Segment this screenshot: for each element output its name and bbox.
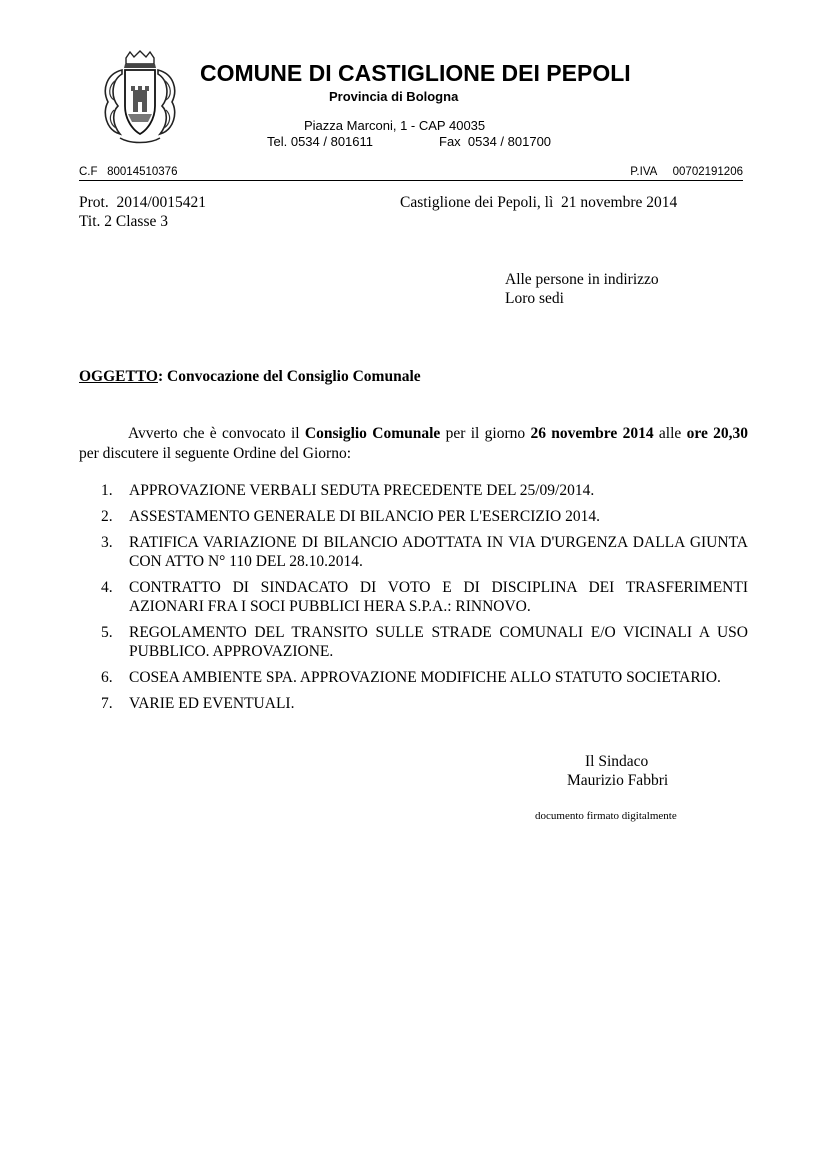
signer-role: Il Sindaco — [585, 753, 649, 770]
meeting-time: ore 20,30 — [686, 425, 749, 442]
agenda-item — [79, 533, 748, 571]
digital-signature-note: documento firmato digitalmente — [535, 810, 677, 822]
agenda-item-number: 1. — [101, 482, 113, 499]
agenda-item-text: REGOLAMENTO DEL TRANSITO SULLE STRADE COMUNALI E/O VICINALI A USO PUBBLICO. APPROVAZIONE. — [129, 624, 748, 660]
council-name: Consiglio Comunale — [304, 425, 441, 442]
agenda-item-text: ASSESTAMENTO GENERALE DI BILANCIO PER L'ESERCIZIO 2014. — [129, 508, 600, 525]
signer-name: Maurizio Fabbri — [567, 772, 669, 789]
place-date: Castiglione dei Pepoli, lì 21 novembre 2014 — [400, 194, 678, 211]
subject-label: OGGETTO — [79, 368, 158, 385]
municipal-coat-of-arms-icon — [98, 50, 182, 146]
subject-line — [79, 367, 421, 386]
agenda-item — [79, 668, 748, 687]
title-class: Tit. 2 Classe 3 — [79, 213, 169, 230]
subject-colon: : — [157, 368, 168, 385]
agenda-item-text: RATIFICA VARIAZIONE DI BILANCIO ADOTTATA IN VIA D'URGENZA DALLA GIUNTA CON ATTO N° 110 DEL 28.10.2014. — [129, 534, 748, 570]
agenda-item — [79, 578, 748, 616]
agenda-item — [79, 694, 748, 713]
institution-title: COMUNE DI CASTIGLIONE DEI PEPOLI — [200, 60, 631, 86]
agenda-item-text: APPROVAZIONE VERBALI SEDUTA PRECEDENTE DEL 25/09/2014. — [129, 482, 595, 499]
intro-text-c: per il giorno — [440, 425, 531, 442]
intro-paragraph — [79, 424, 748, 464]
fax: Fax 0534 / 801700 — [439, 134, 552, 149]
agenda-list — [79, 481, 748, 720]
agenda-item — [79, 623, 748, 661]
recipients-line-1: Alle persone in indirizzo — [505, 271, 659, 288]
agenda-item-number: 4. — [101, 579, 113, 596]
agenda-item-number: 2. — [101, 508, 113, 525]
telephone: Tel. 0534 / 801611 — [267, 134, 374, 149]
meeting-date: 26 novembre 2014 — [530, 425, 654, 442]
agenda-item-number: 5. — [101, 624, 113, 641]
header-divider — [79, 180, 743, 181]
address: Piazza Marconi, 1 - CAP 40035 — [304, 118, 486, 133]
recipients-line-2: Loro sedi — [505, 290, 564, 307]
agenda-item-number: 3. — [101, 534, 113, 551]
agenda-item — [79, 507, 748, 526]
protocol-number: Prot. 2014/0015421 — [79, 194, 207, 211]
intro-text-g: per discutere il seguente Ordine del Giorno: — [79, 445, 352, 462]
agenda-item-number: 6. — [101, 669, 113, 686]
agenda-item-number: 7. — [101, 695, 113, 712]
vat-number: P.IVA 00702191206 — [630, 166, 743, 178]
province-name: Provincia di Bologna — [329, 89, 459, 104]
agenda-item-text: VARIE ED EVENTUALI. — [129, 695, 295, 712]
subject-text: Convocazione del Consiglio Comunale — [167, 368, 421, 385]
agenda-item-text: COSEA AMBIENTE SPA. APPROVAZIONE MODIFICHE ALLO STATUTO SOCIETARIO. — [129, 669, 721, 686]
intro-text-e: alle — [653, 425, 687, 442]
fiscal-code: C.F 80014510376 — [79, 166, 178, 178]
intro-text-a: Avverto che è convocato il — [128, 425, 305, 442]
agenda-item — [79, 481, 748, 500]
agenda-item-text: CONTRATTO DI SINDACATO DI VOTO E DI DISCIPLINA DEI TRASFERIMENTI AZIONARI FRA I SOCI PUBBLICI HERA S.P.A.: RINNOVO. — [129, 579, 748, 615]
